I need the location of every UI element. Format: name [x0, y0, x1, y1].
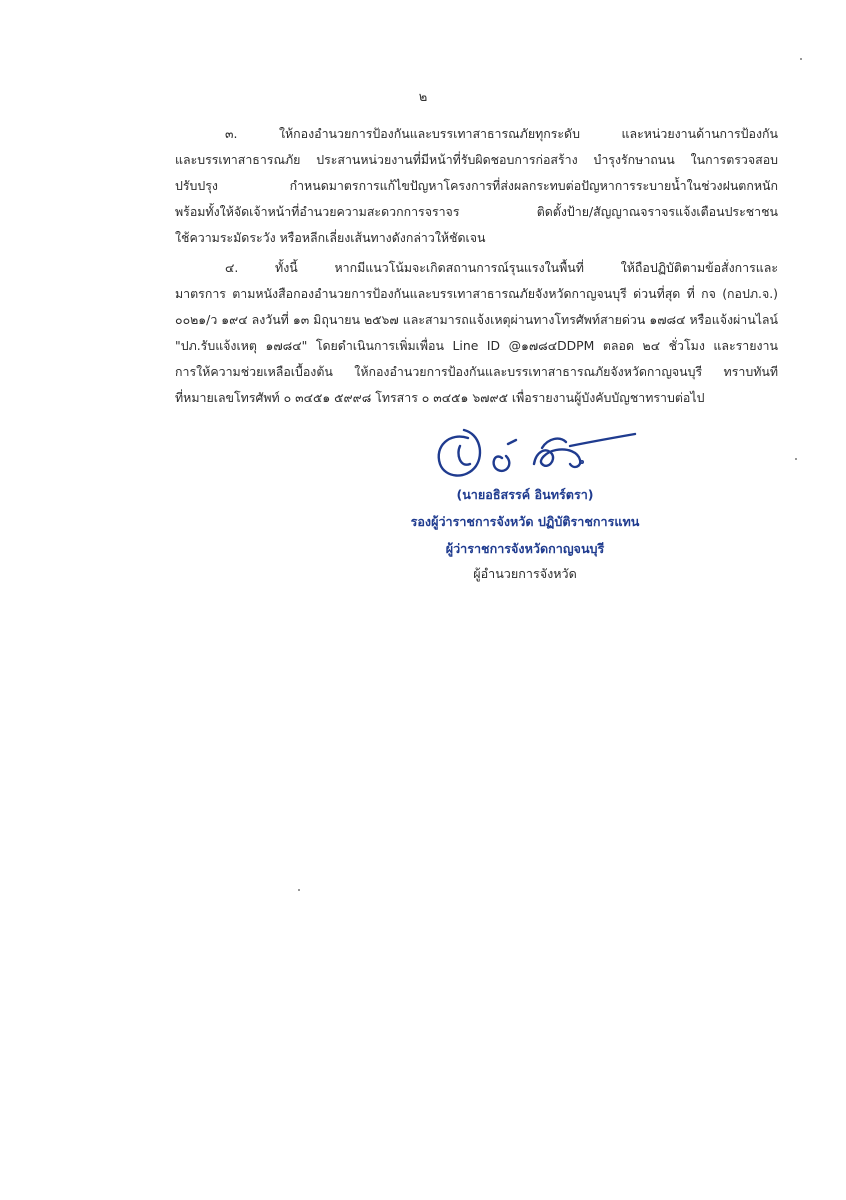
- scan-speck: [800, 58, 802, 60]
- paragraph-line: ปรับปรุง กำหนดมาตรการแก้ไขปัญหาโครงการที่ส่งผลกระทบต่อปัญหาการระบายน้ำในช่วงฝนตกหนัก: [175, 178, 778, 193]
- paragraph-line: มาตรการ ตามหนังสือกองอำนวยการป้องกันและบรรเทาสาธารณภัยจังหวัดกาญจนบุรี ด่วนที่สุด ที่ กจ (กอปภ.จ.): [175, 286, 778, 301]
- paragraph-line: ๐๐๒๑/ว ๑๙๔ ลงวันที่ ๑๓ มิถุนายน ๒๕๖๗ และสามารถแจ้งเหตุผ่านทางโทรศัพท์สายด่วน ๑๗๘๔ หรือแจ้งผ่านไลน์: [175, 312, 778, 327]
- paragraph-line: ๔. ทั้งนี้ หากมีแนวโน้มจะเกิดสถานการณ์รุนแรงในพื้นที่ ให้ถือปฏิบัติตามข้อสั่งการและ: [225, 260, 778, 275]
- handwritten-signature: [430, 424, 640, 484]
- scan-speck: [795, 458, 797, 460]
- paragraph-line: และบรรเทาสาธารณภัย ประสานหน่วยงานที่มีหน้าที่รับผิดชอบการก่อสร้าง บำรุงรักษาถนน ในการตรวจสอบ: [175, 152, 778, 167]
- paragraph-line: "ปภ.รับแจ้งเหตุ ๑๗๘๔" โดยดำเนินการเพิ่มเพื่อน Line ID @๑๗๘๔DDPM ตลอด ๒๔ ชั่วโมง และรายงาน: [175, 338, 778, 353]
- signer-title-line-3: ผู้อำนวยการจังหวัด: [473, 566, 577, 581]
- paragraph-line: ๓. ให้กองอำนวยการป้องกันและบรรเทาสาธารณภัยทุกระดับ และหน่วยงานด้านการป้องกัน: [225, 126, 778, 141]
- page-number: ๒: [418, 90, 428, 105]
- paragraph-line: พร้อมทั้งให้จัดเจ้าหน้าที่อำนวยความสะดวกการจราจร ติดตั้งป้าย/สัญญาณจราจรแจ้งเตือนประชาชน: [175, 204, 778, 219]
- scan-speck: [298, 889, 300, 891]
- signer-title-line-1: รองผู้ว่าราชการจังหวัด ปฏิบัติราชการแทน: [410, 514, 640, 529]
- paragraph-line: ใช้ความระมัดระวัง หรือหลีกเลี่ยงเส้นทางดังกล่าวให้ชัดเจน: [175, 230, 486, 245]
- paragraph-line: การให้ความช่วยเหลือเบื้องต้น ให้กองอำนวยการป้องกันและบรรเทาสาธารณภัยจังหวัดกาญจนบุรี ทราบทันที: [175, 364, 778, 379]
- signer-name: (นายอธิสรรค์ อินทร์ตรา): [456, 487, 594, 502]
- signer-title-line-2: ผู้ว่าราชการจังหวัดกาญจนบุรี: [445, 541, 605, 556]
- paragraph-line: ที่หมายเลขโทรศัพท์ ๐ ๓๔๕๑ ๕๙๙๘ โทรสาร ๐ ๓๔๕๑ ๖๗๙๕ เพื่อรายงานผู้บังคับบัญชาทราบต่อไป: [175, 390, 705, 405]
